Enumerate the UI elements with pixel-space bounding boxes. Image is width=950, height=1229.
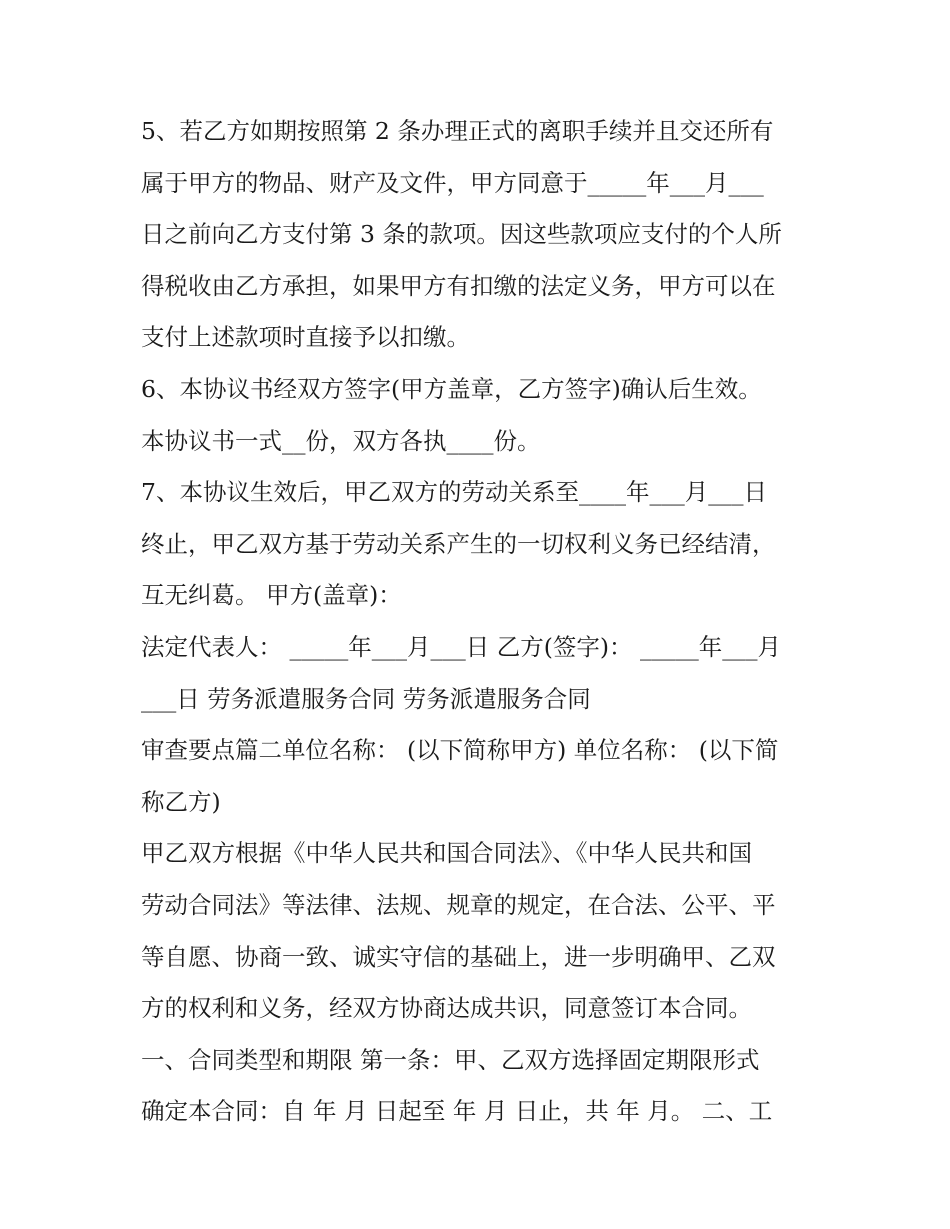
text-line: 等自愿、协商一致、诚实守信的基础上，进一步明确甲、乙双: [141, 942, 776, 971]
text-line: 本协议书一式__份，双方各执____份。: [141, 426, 541, 455]
document-body: [141, 106, 821, 1138]
text-line: 支付上述款项时直接予以扣缴。: [141, 323, 470, 352]
text-line: 5、若乙方如期按照第 2 条办理正式的离职手续并且交还所有: [141, 117, 774, 145]
text-line: 审查要点篇二单位名称： (以下简称甲方) 单位名称： (以下简: [141, 736, 779, 765]
text-line: 得税收由乙方承担，如果甲方有扣缴的法定义务，甲方可以在: [141, 271, 776, 300]
text-line: 称乙方): [141, 787, 221, 816]
text-line: 劳动合同法》等法律、法规、规章的规定，在合法、公平、平: [141, 890, 776, 919]
text-line: 一、合同类型和期限 第一条：甲、乙双方选择固定期限形式: [141, 1045, 760, 1074]
text-line: 属于甲方的物品、财产及文件，甲方同意于_____年___月___: [141, 168, 764, 197]
text-line: 终止，甲乙双方基于劳动关系产生的一切权利义务已经结清，: [141, 529, 776, 558]
text-line: 6、本协议书经双方签字(甲方盖章，乙方签字)确认后生效。: [141, 374, 762, 403]
text-line: 确定本合同：自 年 月 日起至 年 月 日止，共 年 月。 二、工: [141, 1097, 773, 1126]
text-line: 甲乙双方根据《中华人民共和国合同法》、《中华人民共和国: [141, 839, 752, 868]
text-line: 7、本协议生效后，甲乙双方的劳动关系至____年___月___日: [141, 478, 767, 507]
text-line: 法定代表人： _____年___月___日 乙方(签字)： _____年___月: [141, 632, 781, 661]
text-line: ___日 劳务派遣服务合同 劳务派遣服务合同: [141, 684, 591, 713]
text-line: 互无纠葛。 甲方(盖章)：: [141, 581, 402, 610]
text-line: 方的权利和义务，经双方协商达成共识，同意签订本合同。: [141, 994, 752, 1023]
text-line: 日之前向乙方支付第 3 条的款项。因这些款项应支付的个人所: [141, 220, 782, 249]
